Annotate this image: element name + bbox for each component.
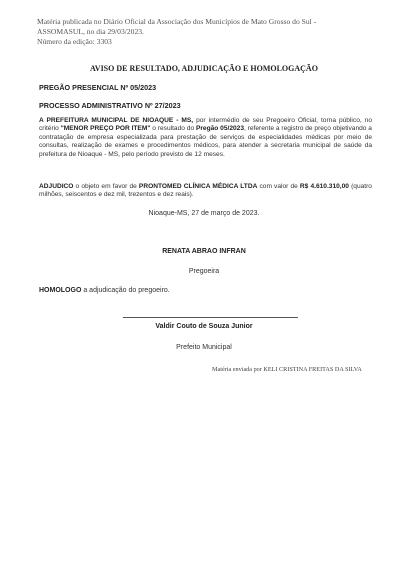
- adjudication-paragraph: [39, 183, 372, 200]
- document-title: AVISO DE RESULTADO, ADJUDICAÇÃO E HOMOLOGAÇÃO: [90, 64, 318, 73]
- date-line: Nioaque-MS, 27 de março de 2023.: [148, 210, 260, 217]
- processo-number: PROCESSO ADMINISTRATIVO Nº 27/2023: [39, 101, 181, 110]
- homologo-label: HOMOLOGO: [39, 287, 82, 294]
- paragraph-text: o objeto em favor de: [73, 183, 139, 190]
- signer-1-role: Pregoeira: [188, 268, 220, 275]
- criterion: "MENOR PREÇO POR ITEM": [60, 125, 151, 133]
- paragraph-text: , referente a registro de preço objetivando a contratação de empresa especializada para prestação de serviços de especialidades médicas por meio de consultas, realização de exames e procedimentos médicos, para atender a secretaria municipal de saúde da prefeitura de Nioaque - MS, pelo período previsto de 12 meses.: [39, 125, 372, 158]
- signer-1-name: RENATA ABRAO INFRAN: [162, 248, 246, 255]
- issuer-name: A PREFEITURA MUNICIPAL DE NIOAQUE - MS,: [39, 117, 194, 124]
- paragraph-text: com valor de: [257, 183, 300, 190]
- sender-note: Matéria enviada por KELI CRISTINA FREITAS DA SILVA: [212, 366, 362, 373]
- signer-2-role: Prefeito Municipal: [176, 344, 232, 351]
- header-line-3: Número da edição: 3303: [37, 37, 112, 46]
- signer-2-name: Valdir Couto de Souza Junior: [155, 323, 253, 330]
- header-line-2: ASSOMASUL, no dia 29/03/2023.: [37, 27, 144, 36]
- homologation-text: a adjudicação do pregoeiro.: [81, 287, 170, 294]
- paragraph-text: por intermédio de seu Pregoeiro Oficial, torna público, no critério: [39, 117, 373, 133]
- publication-header: [37, 17, 377, 47]
- winner-company: PRONTOMED CLÍNICA MÉDICA LTDA: [138, 183, 258, 190]
- homologation-line: [39, 287, 170, 294]
- pregao-number: PREGÃO PRESENCIAL Nº 05/2023: [39, 83, 157, 92]
- header-line-1: Matéria publicada no Diário Oficial da Associação dos Municípios de Mato Grosso do Sul -: [37, 17, 317, 26]
- adjudico-label: ADJUDICO: [39, 183, 74, 190]
- result-paragraph: [39, 117, 372, 159]
- paragraph-text: o resultado do: [150, 125, 196, 133]
- paragraph-text: (quatro milhões, seiscentos e dez mil, trezentos e dez reais).: [39, 183, 372, 199]
- pregao-ref: Pregão 05/2023: [195, 125, 244, 133]
- contract-value: R$ 4.610.310,00: [299, 183, 349, 190]
- signature-rule: [123, 317, 298, 318]
